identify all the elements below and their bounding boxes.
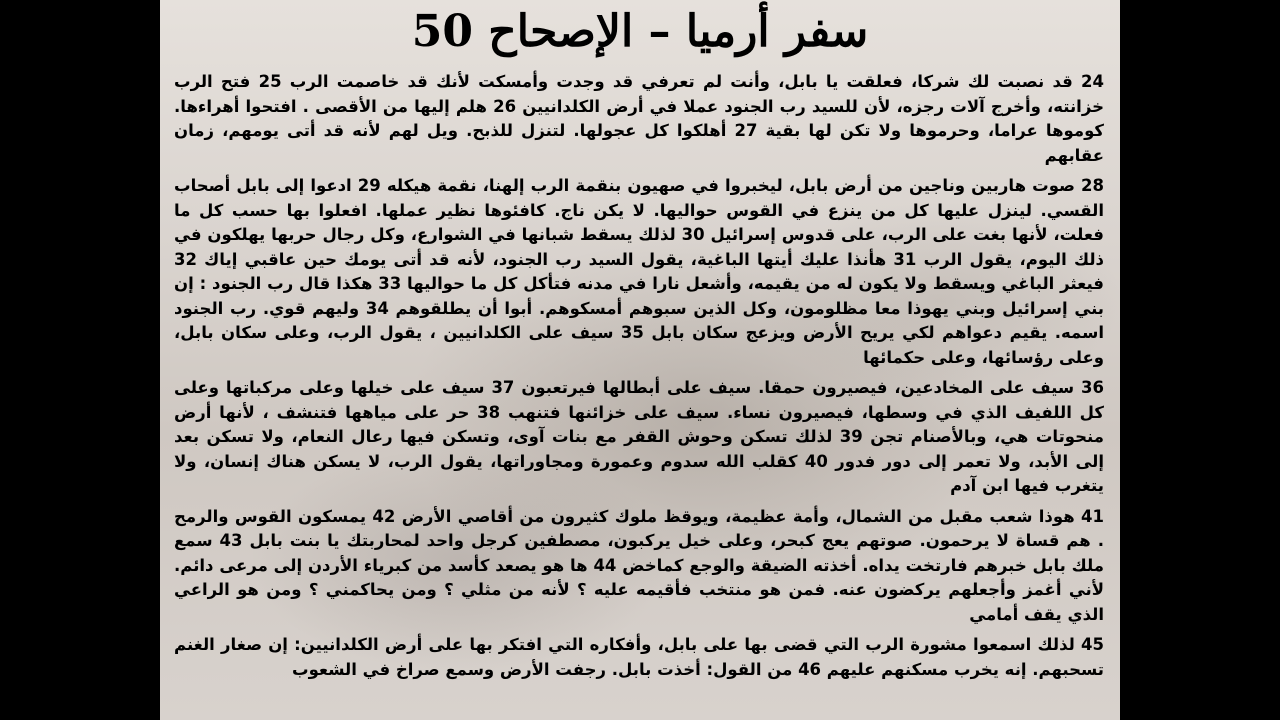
slide (160, 0, 1120, 720)
page-title: سفر أرميا – الإصحاح 50 (411, 6, 869, 57)
paragraph-verses-28-35: 28 صوت هاربين وناجين من أرض بابل، ليخبروا في صهيون بنقمة الرب إلهنا، نقمة هيكله 29 ادعوا إلى بابل أصحاب القسي. لينزل عليها كل من ينزع في القوس حواليها. لا يكن ناج. كافئوها نظير عملها. افعلوا بها حسب كل ما فعلت، لأنها بغت على الرب، على قدوس إسرائيل 30 لذلك يسقط شبانها في الشوارع، وكل رجال حربها يهلكون في ذلك اليوم، يقول الرب 31 هأنذا عليك أيتها الباغية، يقول السيد رب الجنود، لأنه قد أتى يومك حين عاقبي إياك 32 فيعثر الباغي ويسقط ولا يكون له من يقيمه، وأشعل نارا في مدنه فتأكل كل ما حواليها 33 هكذا قال رب الجنود : إن بني إسرائيل وبني يهوذا معا مظلومون، وكل الذين سبوهم أمسكوهم. أبوا أن يطلقوهم 34 وليهم قوي. رب الجنود اسمه. يقيم دعواهم لكي يريح الأرض ويزعج سكان بابل 35 سيف على الكلدانيين ، يقول الرب، وعلى سكان بابل، وعلى رؤسائها، وعلى حكمائها (174, 176, 1105, 367)
paragraph-verses-45-46: 45 لذلك اسمعوا مشورة الرب التي قضى بها على بابل، وأفكاره التي افتكر بها على أرض الكلدانيين: إن صغار الغنم تسحبهم. إنه يخرب مسكنهم عليهم 46 من القول: أخذت بابل. رجفت الأرض وسمع صراخ في الشعوب (174, 635, 1104, 679)
scripture-text (174, 70, 1104, 688)
paragraph-verses-41-44: 41 هوذا شعب مقبل من الشمال، وأمة عظيمة، ويوقظ ملوك كثيرون من أقاصي الأرض 42 يمسكون القوس والرمح . هم قساة لا يرحمون. صوتهم يعج كبحر، وعلى خيل يركبون، مصطفين كرجل واحد لمحاربتك يا بنت بابل 43 سمع ملك بابل خبرهم فارتخت يداه. أخذته الضيقة والوجع كماخض 44 ها هو يصعد كأسد من كبرياء الأردن إلى مرعى دائم. لأني أغمز وأجعلهم يركضون عنه. فمن هو منتخب فأقيمه عليه ؟ لأنه من مثلي ؟ ومن يحاكمني ؟ ومن هو الراعي الذي يقف أمامي (174, 506, 1104, 624)
paragraph-verses-36-40: 36 سيف على المخادعين، فيصيرون حمقا. سيف على أبطالها فيرتعبون 37 سيف على خيلها وعلى مركباتها وعلى كل اللفيف الذي في وسطها، فيصيرون نساء. سيف على خزائنها فتنهب 38 حر على مياهها فتنشف ، لأنها أرض منحوتات هي، وبالأصنام تجن 39 لذلك تسكن وحوش القفر مع بنات آوى، وتسكن فيها رعال النعام، ولا تسكن بعد إلى الأبد، ولا تعمر إلى دور فدور 40 كقلب الله سدوم وعمورة ومجاوراتها، يقول الرب، لا يسكن هناك إنسان، ولا يتغرب فيها ابن آدم (174, 378, 1105, 495)
paragraph-verses-24-27: 24 قد نصبت لك شركا، فعلقت يا بابل، وأنت لم تعرفي قد وجدت وأمسكت لأنك قد خاصمت الرب 25 فتح الرب خزانته، وأخرج آلات رجزه، لأن للسيد رب الجنود عملا في أرض الكلدانيين 26 هلم إليها من الأقصى . افتحوا أهراءها. كوموها عراما، وحرموها ولا تكن لها بقية 27 أهلكوا كل عجولها. لتنزل للذبح. ويل لهم لأنه قد أتى يومهم، زمان عقابهم (174, 72, 1105, 165)
